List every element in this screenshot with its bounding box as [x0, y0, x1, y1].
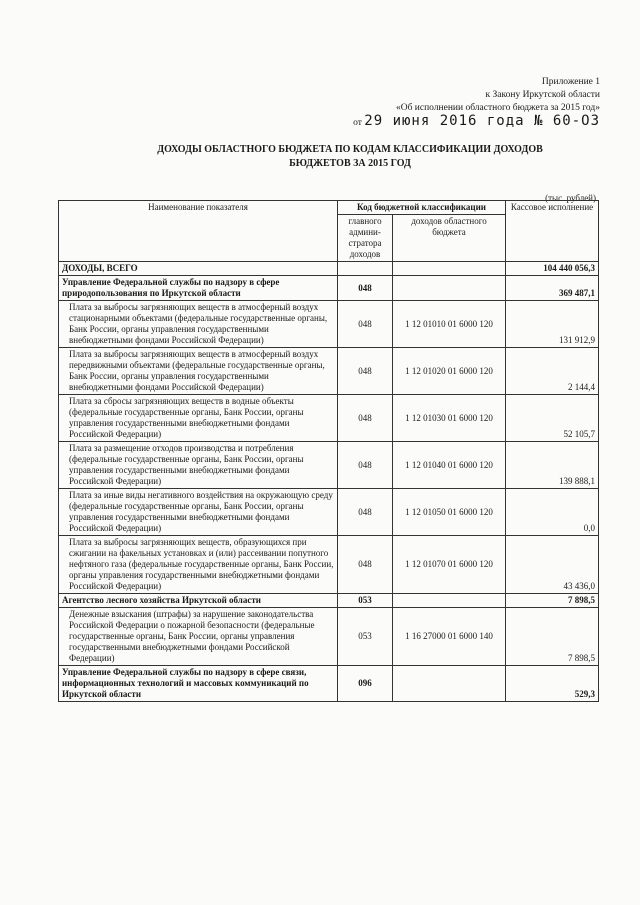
table-row	[59, 395, 599, 442]
row-name: Плата за размещение отходов производства и потребления (федеральные государственные органы, Банк России, органы управления государственными внебюджетными фондами Российской Федерации)	[59, 442, 338, 489]
row-income-code: 1 12 01040 01 6000 120	[393, 442, 506, 489]
appendix-block	[353, 76, 600, 130]
appendix-line-2: к Закону Иркутской области	[485, 90, 600, 100]
col-header-code: доходов областного бюджета	[393, 215, 506, 262]
row-admin-code: 048	[338, 395, 393, 442]
row-sum: 0,0	[506, 489, 599, 536]
table-row	[59, 442, 599, 489]
table-row	[59, 594, 599, 608]
row-name: Агентство лесного хозяйства Иркутской области	[59, 594, 338, 608]
row-admin-code	[338, 262, 393, 276]
row-admin-code: 096	[338, 666, 393, 702]
row-income-code: 1 12 01030 01 6000 120	[393, 395, 506, 442]
appendix-line-3: «Об исполнении областного бюджета за 2015 год»	[395, 103, 600, 113]
row-income-code	[393, 262, 506, 276]
row-name: Денежные взыскания (штрафы) за нарушение законодательства Российской Федерации о пожарной безопасности (федеральные государственные органы, Банк России, органы управления государственными внебюджетными фондами Российской Федерации)	[59, 608, 338, 666]
row-name: ДОХОДЫ, ВСЕГО	[59, 262, 338, 276]
col-header-admin: главного админи-стратора доходов	[338, 215, 393, 262]
row-admin-code: 048	[338, 348, 393, 395]
title-line-2: БЮДЖЕТОВ ЗА 2015 ГОД	[289, 158, 411, 169]
row-income-code: 1 12 01020 01 6000 120	[393, 348, 506, 395]
row-admin-code: 053	[338, 608, 393, 666]
table-row	[59, 608, 599, 666]
table-row	[59, 348, 599, 395]
row-sum: 7 898,5	[506, 594, 599, 608]
row-name: Плата за сбросы загрязняющих веществ в водные объекты (федеральные государственные органы, Банк России, органы управления государственными внебюджетными фондами Российской Федерации)	[59, 395, 338, 442]
row-income-code	[393, 276, 506, 301]
row-sum: 139 888,1	[506, 442, 599, 489]
row-sum: 529,3	[506, 666, 599, 702]
row-admin-code: 048	[338, 489, 393, 536]
row-admin-code: 048	[338, 276, 393, 301]
row-sum: 43 436,0	[506, 536, 599, 594]
income-table	[58, 200, 599, 702]
row-income-code: 1 12 01050 01 6000 120	[393, 489, 506, 536]
document-title	[150, 143, 550, 171]
appendix-prefix: от	[353, 118, 362, 128]
table-row	[59, 666, 599, 702]
header-row-1	[59, 201, 599, 215]
row-name: Управление Федеральной службы по надзору в сфере связи, информационных технологий и массовых коммуникаций по Иркутской области	[59, 666, 338, 702]
row-income-code	[393, 594, 506, 608]
row-sum: 7 898,5	[506, 608, 599, 666]
row-income-code: 1 16 27000 01 6000 140	[393, 608, 506, 666]
row-admin-code: 048	[338, 442, 393, 489]
row-sum: 2 144,4	[506, 348, 599, 395]
title-line-1: ДОХОДЫ ОБЛАСТНОГО БЮДЖЕТА ПО КОДАМ КЛАССИФИКАЦИИ ДОХОДОВ	[157, 144, 543, 155]
unit-note: (тыс. рублей)	[545, 193, 596, 203]
row-admin-code: 053	[338, 594, 393, 608]
row-income-code: 1 12 01010 01 6000 120	[393, 301, 506, 348]
row-name: Плата за иные виды негативного воздействия на окружающую среду (федеральные государственные органы, Банк России, органы управления государственными внебюджетными фондами Российской Федерации)	[59, 489, 338, 536]
appendix-date: 29 июня 2016 года № 60-ОЗ	[364, 113, 600, 129]
row-name: Плата за выбросы загрязняющих веществ в атмосферный воздух стационарными объектами (федеральные государственные органы, Банк России, органы управления государственными внебюджетными фондами Российской Федерации)	[59, 301, 338, 348]
col-header-code-group: Код бюджетной классификации	[338, 201, 506, 215]
table-row	[59, 536, 599, 594]
table-row	[59, 489, 599, 536]
row-income-code	[393, 666, 506, 702]
col-header-sum: Кассовое исполнение	[506, 201, 599, 262]
table-row	[59, 262, 599, 276]
row-income-code: 1 12 01070 01 6000 120	[393, 536, 506, 594]
table-row	[59, 301, 599, 348]
row-name: Управление Федеральной службы по надзору в сфере природопользования по Иркутской области	[59, 276, 338, 301]
row-name: Плата за выбросы загрязняющих веществ в атмосферный воздух передвижными объектами (федеральные государственные органы, Банк России, органы управления государственными внебюджетными фондами Российской Федерации)	[59, 348, 338, 395]
income-table-body	[59, 201, 599, 702]
row-name: Плата за выбросы загрязняющих веществ, образующихся при сжигании на факельных установках и (или) рассеивании попутного нефтяного газа (федеральные государственные органы, Банк России, органы управления государственными внебюджетными фондами Российской Федерации)	[59, 536, 338, 594]
row-sum: 369 487,1	[506, 276, 599, 301]
row-sum: 131 912,9	[506, 301, 599, 348]
col-header-name: Наименование показателя	[59, 201, 338, 262]
row-admin-code: 048	[338, 536, 393, 594]
table-row	[59, 276, 599, 301]
row-sum: 52 105,7	[506, 395, 599, 442]
row-admin-code: 048	[338, 301, 393, 348]
appendix-date-line	[353, 115, 600, 130]
row-sum: 104 440 056,3	[506, 262, 599, 276]
appendix-line-1: Приложение 1	[541, 77, 600, 87]
